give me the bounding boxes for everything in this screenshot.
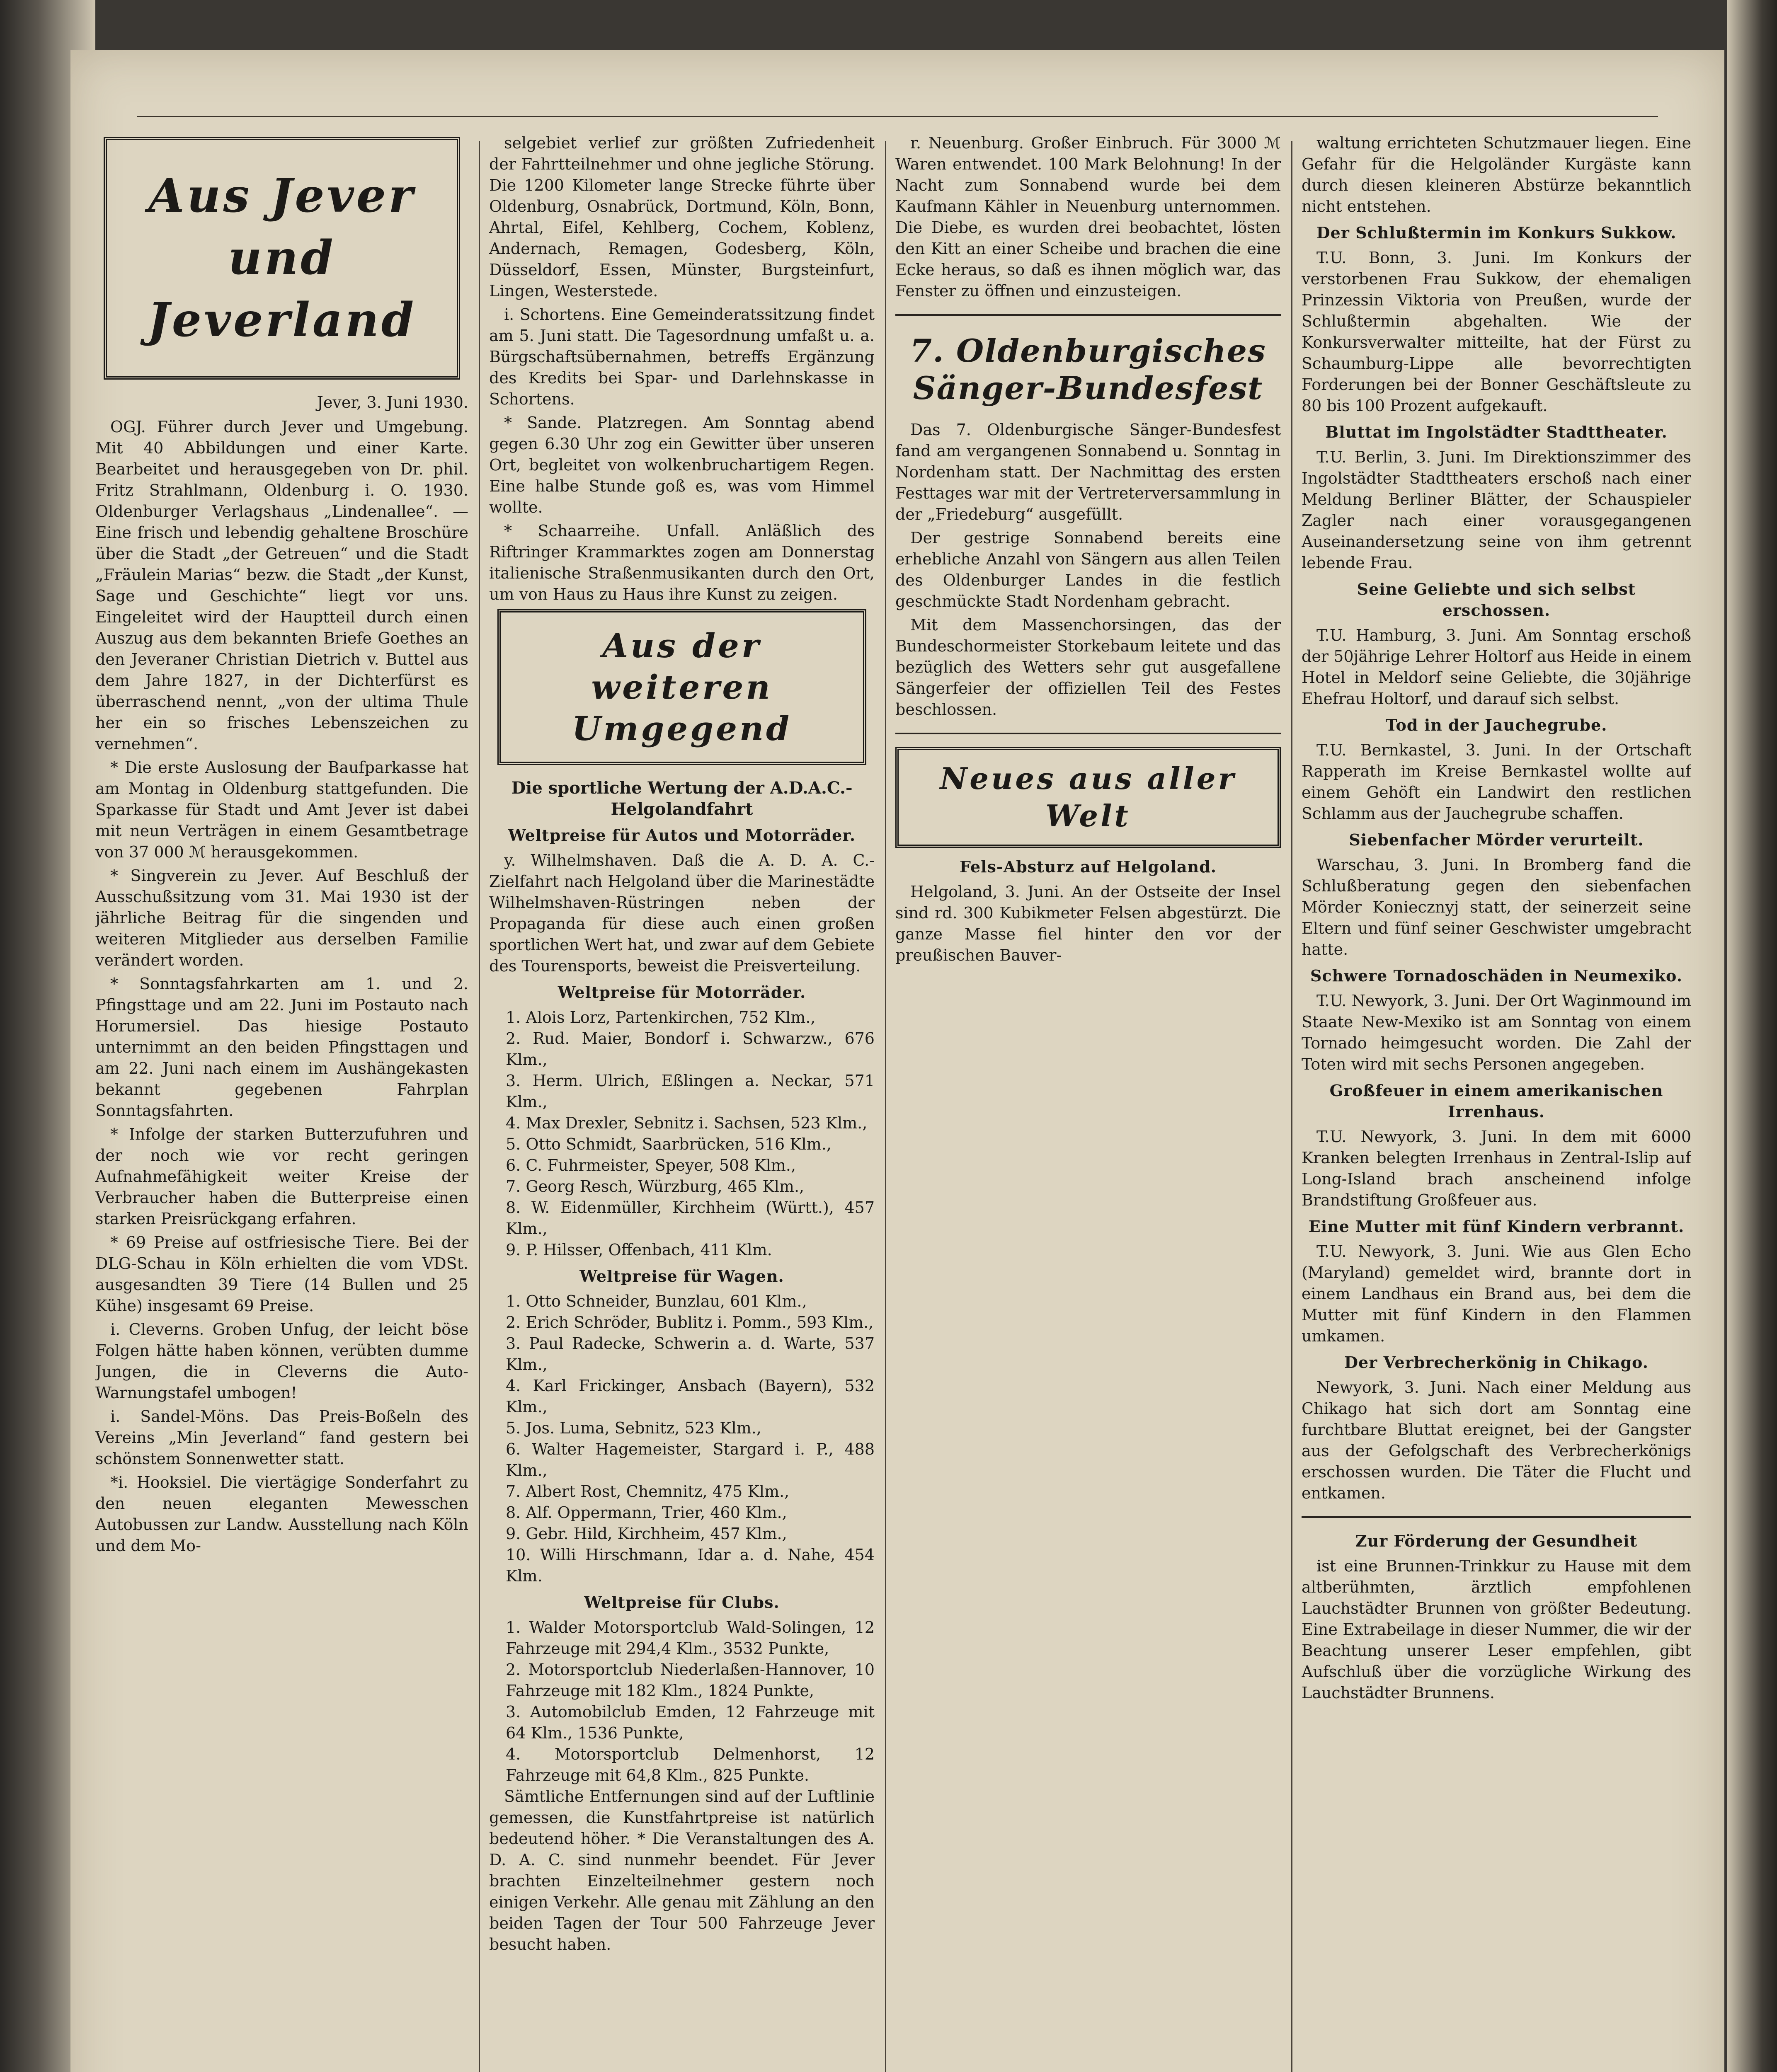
- news-body: T.U. Berlin, 3. Juni. Im Direktionszimmer des Ingolstädter Stadttheaters erschoß nach einer Meldung Berliner Blätter, der Schauspieler Zagler nach einer vorausgegangenen Auseinandersetzung seine von ihm getrennt lebende Frau.: [1302, 448, 1691, 572]
- news-body: Newyork, 3. Juni. Nach einer Meldung aus Chikago hat sich dort am Sonntag eine furchtbare Bluttat ereignet, bei der Gangster aus der Gefolgschaft des Verbrecherkönigs erschossen wurden. Die Täter die Flucht und entkamen.: [1302, 1378, 1691, 1502]
- article: i. Sandel-Möns. Das Preis-Boßeln des Vereins „Min Jeverland“ fand gestern bei schönstem Sonnenwetter statt.: [95, 1407, 468, 1468]
- car-list: [489, 1291, 875, 1587]
- list-item: 4. Max Drexler, Sebnitz i. Sachsen, 523 Klm.,: [506, 1114, 868, 1132]
- news-head: Zur Förderung der Gesundheit: [1355, 1532, 1638, 1550]
- car-head: Weltpreise für Wagen.: [579, 1267, 784, 1285]
- list-item: 2. Rud. Maier, Bondorf i. Schwarzw., 676 Klm.,: [506, 1029, 875, 1069]
- world-sub: Fels-Absturz auf Helgoland.: [960, 857, 1217, 876]
- article: * Infolge der starken Butterzufuhren und der noch wie vor recht geringen Aufnahmefähigkeit weiter Kreise der Verbraucher haben die Butterpreise einen starken Preisrückgang erfahren.: [95, 1125, 468, 1228]
- article: y. Wilhelmshaven. Daß die A. D. A. C.-Zielfahrt nach Helgoland über die Marinestädte Wilhelmshaven-Rüstringen neben der Propaganda für diese auch einen großen sportlichen Wert hat, und zwar auf dem Gebiete des Tourensports, beweist die Preisverteilung.: [489, 851, 875, 975]
- section-title-box: [104, 137, 460, 380]
- article: * Die erste Auslosung der Baufparkasse hat am Montag in Oldenburg stattgefunden. Die Sparkasse für Stadt und Amt Jever ist dabei mit neun Verträgen in einem Gesamtbetrage von 37 000 ℳ herausgekommen.: [95, 758, 468, 861]
- news-body: T.U. Bonn, 3. Juni. Im Konkurs der verstorbenen Frau Sukkow, der ehemaligen Prinzessin Viktoria von Preußen, wurde der Schlußtermin abgehalten. Wie der Konkursverwalter mitteilte, hat der Fürst zu Schaumburg-Lippe alle bevorrechtigten Forderungen bei der Bonner Geschäftsleute zu 80 bis 100 Prozent aufgekauft.: [1302, 249, 1691, 415]
- article: * Sonntagsfahrkarten am 1. und 2. Pfingsttage und am 22. Juni im Postauto nach Horumersiel. Das hiesige Postauto unternimmt an den beiden Pfingsttagen und am 22. Juni nach einem im Aushängekasten bekannt gegebenen Fahrplan Sonntagsfahrten.: [95, 975, 468, 1120]
- list-item: 7. Albert Rost, Chemnitz, 475 Klm.,: [506, 1482, 790, 1501]
- column-rule: [1291, 141, 1292, 2072]
- column-rule: [479, 141, 480, 2072]
- article: * Singverein zu Jever. Auf Beschluß der Ausschußsitzung vom 31. Mai 1930 ist der jährliche Beitrag für die singenden und weiteren Mitglieder aus derselben Familie verändert worden.: [95, 867, 468, 969]
- club-list: [489, 1617, 875, 1786]
- world-head-box: [895, 747, 1281, 848]
- article: OGJ. Führer durch Jever und Umgebung. Mit 40 Abbildungen und einer Karte. Bearbeitet und herausgegeben von Dr. phil. Fritz Strahlmann, Oldenburg i. O. 1930. Oldenburger Verlagshaus „Lindenallee“. — Eine frisch und lebendig gehaltene Broschüre über die Stadt „der Getreuen“ und die Stadt „Fräulein Marias“ bezw. die Stadt „der Kunst, Sage und Geschichte“ liegt vor uns. Eingeleitet wird der Hauptteil durch einen Auszug aus dem bekannten Briefe Goethes an den Jeveraner Christian Dietrich v. Buttel aus dem Jahre 1827, in der Dichterfürst es überraschend nennt, „von der ultima Thule her ein so frisches Lebenszeichen zu vernehmen“.: [95, 418, 468, 753]
- divider: [895, 733, 1281, 734]
- news-head: Tod in der Jauchegrube.: [1385, 716, 1607, 734]
- list-item: 2. Erich Schröder, Bublitz i. Pomm., 593 Klm.,: [506, 1313, 874, 1331]
- article: *i. Hooksiel. Die viertägige Sonderfahrt zu den neuen eleganten Mewesschen Autobussen zur Landw. Ausstellung nach Köln und dem Mo-: [95, 1473, 468, 1555]
- article: * 69 Preise auf ostfriesische Tiere. Bei der DLG-Schau in Köln erhielten die vom VDSt. ausgesandten 39 Tiere (14 Bullen und 25 Kühe) insgesamt 69 Preise.: [95, 1233, 468, 1315]
- article: r. Neuenburg. Großer Einbruch. Für 3000 ℳ Waren entwendet. 100 Mark Belohnung! In der Nacht zum Sonnabend wurde bei dem Kaufmann Kähler in Neuenburg unternommen. Die Diebe, es wurden drei beobachtet, lösten den Kitt an einer Scheibe und brachen die eine Ecke heraus, so daß es ihnen möglich war, das Fenster zu öffnen und einzusteigen.: [895, 134, 1281, 300]
- header-rule: [137, 116, 1658, 117]
- news-body: ist eine Brunnen-Trinkkur zu Hause mit dem altberühmten, ärztlich empfohlenen Lauchstädter Brunnen von größter Bedeutung. Eine Extrabeilage in dieser Nummer, die wir der Beachtung unserer Leser empfehlen, gibt Aufschluß über die vorzügliche Wirkung des Lauchstädter Brunnens.: [1302, 1557, 1691, 1702]
- article: Das 7. Oldenburgische Sänger-Bundesfest fand am vergangenen Sonnabend u. Sonntag in Nordenham statt. Der Nachmittag des ersten Festtages war mit der Vertreterversammlung in der „Friedeburg“ ausgefüllt.: [895, 421, 1281, 523]
- article: * Sande. Platzregen. Am Sonntag abend gegen 6.30 Uhr zog ein Gewitter über unseren Ort, begleitet von wolkenbruchartigem Regen. Eine halbe Stunde goß es, was vom Himmel wollte.: [489, 414, 875, 516]
- divider: [1302, 1516, 1691, 1518]
- list-item: 5. Jos. Luma, Sebnitz, 523 Klm.,: [506, 1419, 761, 1437]
- news-body: Warschau, 3. Juni. In Bromberg fand die Schlußberatung gegen den siebenfachen Mörder Koniecznyj statt, der seinerzeit seine Eltern und fünf seiner Geschwister umgebracht hatte.: [1302, 856, 1691, 959]
- news-head: Großfeuer in einem amerikanischen Irrenhaus.: [1329, 1081, 1663, 1121]
- article: Der gestrige Sonnabend bereits eine erhebliche Anzahl von Sängern aus allen Teilen des Oldenburger Landes in die festlich geschmückte Stadt Nordenham gebracht.: [895, 529, 1281, 610]
- column-4: [1302, 133, 1691, 2072]
- newspaper-page: [70, 50, 1724, 2072]
- article: Helgoland, 3. Juni. An der Ostseite der Insel sind rd. 300 Kubikmeter Felsen abgestürzt. Die ganze Masse fiel hinter den vor der preußischen Bauver-: [895, 883, 1281, 964]
- column-1: [95, 133, 468, 2072]
- list-item: 9. Gebr. Hild, Kirchheim, 457 Klm.,: [506, 1525, 787, 1543]
- news-head: Siebenfacher Mörder verurteilt.: [1349, 830, 1644, 849]
- article: i. Schortens. Eine Gemeinderatssitzung findet am 5. Juni statt. Die Tagesordnung umfaßt u. a. Bürgschaftsübernahmen, betreffs Ergänzung des Kredits bei Spar- und Darlehnskasse in Schortens.: [489, 305, 875, 408]
- list-item: 8. Alf. Oppermann, Trier, 460 Klm.,: [506, 1503, 787, 1522]
- section-head: Aus der weiteren Umgegend: [572, 626, 792, 748]
- section-head: 7. Oldenburgisches Sänger-Bundesfest: [910, 332, 1266, 407]
- list-item: 6. C. Fuhrmeister, Speyer, 508 Klm.,: [506, 1156, 796, 1174]
- world-head: Neues aus aller Welt: [940, 761, 1236, 833]
- list-item: 3. Paul Radecke, Schwerin a. d. Warte, 537 Klm.,: [506, 1334, 875, 1374]
- column-rule: [885, 141, 886, 2072]
- list-item: 3. Automobilclub Emden, 12 Fahrzeuge mit 64 Klm., 1536 Punkte,: [506, 1703, 875, 1742]
- news-body: T.U. Newyork, 3. Juni. Der Ort Waginmound im Staate New-Mexiko ist am Sonntag von einem Tornado heimgesucht worden. Die Zahl der Toten wird mit sechs Personen angegeben.: [1302, 992, 1691, 1073]
- list-item: 9. P. Hilsser, Offenbach, 411 Klm.: [506, 1241, 772, 1259]
- column-3: [895, 133, 1281, 2072]
- news-body: T.U. Bernkastel, 3. Juni. In der Ortschaft Rapperath im Kreise Bernkastel wollte auf einem Gehöft ein Landwirt den restlichen Schlamm aus der Jauchegrube schaffen.: [1302, 741, 1691, 823]
- article: Sämtliche Entfernungen sind auf der Luftlinie gemessen, die Kunstfahrtpreise ist natürlich bedeutend höher. * Die Veranstaltungen des A. D. A. C. sind nunmehr beendet. Für Jever brachten Einzelteilnehmer gestern noch einigen Verkehr. Alle genau mit Zählung an den beiden Tagen der Tour 500 Fahrzeuge Jever besucht haben.: [489, 1787, 875, 1953]
- news-head: Seine Geliebte und sich selbst erschossen.: [1357, 580, 1636, 620]
- list-item: 1. Alois Lorz, Partenkirchen, 752 Klm.,: [506, 1008, 816, 1026]
- column-2: [489, 133, 875, 2072]
- news-body: T.U. Newyork, 3. Juni. In dem mit 6000 Kranken belegten Irrenhaus in Zentral-Islip auf Long-Island brach anscheinend infolge Brandstiftung Großfeuer aus.: [1302, 1128, 1691, 1209]
- section-title-line1: Aus Jever: [148, 169, 415, 223]
- list-item: 7. Georg Resch, Würzburg, 465 Klm.,: [506, 1177, 805, 1196]
- list-item: 2. Motorsportclub Niederlaßen-Hannover, 10 Fahrzeuge mit 182 Klm., 1824 Punkte,: [506, 1661, 875, 1700]
- list-item: 10. Willi Hirschmann, Idar a. d. Nahe, 454 Klm.: [506, 1546, 875, 1585]
- list-item: 3. Herm. Ulrich, Eßlingen a. Neckar, 571 Klm.,: [506, 1072, 875, 1111]
- news-head: Der Verbrecherkönig in Chikago.: [1344, 1353, 1649, 1372]
- divider: [895, 314, 1281, 316]
- section-title-box: [497, 609, 866, 765]
- list-item: 4. Motorsportclub Delmenhorst, 12 Fahrzeuge mit 64,8 Klm., 825 Punkte.: [506, 1745, 875, 1784]
- news-head: Schwere Tornadoschäden in Neumexiko.: [1310, 966, 1682, 985]
- article: i. Cleverns. Groben Unfug, der leicht böse Folgen hätte haben können, verübten dumme Jungen, die in Cleverns die Auto-Warnungstafel umbogen!: [95, 1320, 468, 1402]
- list-item: 6. Walter Hagemeister, Stargard i. P., 488 Klm.,: [506, 1440, 875, 1479]
- article: * Schaarreihe. Unfall. Anläßlich des Riftringer Krammarktes zogen am Donnerstag italienische Straßenmusikanten durch den Ort, um von Haus zu Haus ihre Kunst zu zeigen.: [489, 522, 875, 603]
- dateline: Jever, 3. Juni 1930.: [317, 393, 468, 411]
- sub-head: Die sportliche Wertung der A.D.A.C.-Helgolandfahrt: [511, 778, 853, 819]
- list-item: 1. Otto Schneider, Bunzlau, 601 Klm.,: [506, 1292, 807, 1310]
- moto-list: [489, 1007, 875, 1261]
- article: Mit dem Massenchorsingen, das der Bundeschormeister Storkebaum leitete und das bezüglich des Wetters sehr gut ausgefallene Sängerfeier der offiziellen Teil des Festes beschlossen.: [895, 616, 1281, 719]
- section-title-line2: und Jeverland: [147, 231, 417, 347]
- scan-right-edge: [1727, 0, 1777, 2072]
- news-head: Eine Mutter mit fünf Kindern verbrannt.: [1308, 1217, 1685, 1236]
- list-item: 4. Karl Frickinger, Ansbach (Bayern), 532 Klm.,: [506, 1377, 875, 1416]
- article: waltung errichteten Schutzmauer liegen. Eine Gefahr für die Helgoländer Kurgäste kann durch diesen kleineren Abstürze bekanntlich nicht entstehen.: [1302, 134, 1691, 215]
- news-head: Der Schlußtermin im Konkurs Sukkow.: [1316, 223, 1677, 242]
- list-item: 1. Walder Motorsportclub Wald-Solingen, 12 Fahrzeuge mit 294,4 Klm., 3532 Punkte,: [506, 1618, 875, 1658]
- article: selgebiet verlief zur größten Zufriedenheit der Fahrtteilnehmer und ohne jegliche Störung. Die 1200 Kilometer lange Strecke führte über Oldenburg, Osnabrück, Dortmund, Köln, Bonn, Ahrtal, Eifel, Kehlberg, Cochem, Koblenz, Andernach, Remagen, Godesberg, Köln, Düsseldorf, Essen, Münster, Burgsteinfurt, Lingen, Westerstede.: [489, 134, 875, 300]
- list-item: 8. W. Eidenmüller, Kirchheim (Württ.), 457 Klm.,: [506, 1198, 875, 1238]
- news-body: T.U. Hamburg, 3. Juni. Am Sonntag erschoß der 50jährige Lehrer Holtorf aus Heide in einem Hotel in Meldorf seine Geliebte, die 30jährige Ehefrau Holtorf, und darauf sich selbst.: [1302, 626, 1691, 708]
- sub-sub-head: Weltpreise für Autos und Motorräder.: [508, 826, 856, 845]
- club-head: Weltpreise für Clubs.: [584, 1593, 780, 1612]
- news-head: Bluttat im Ingolstädter Stadttheater.: [1325, 423, 1668, 441]
- news-body: T.U. Newyork, 3. Juni. Wie aus Glen Echo (Maryland) gemeldet wird, brannte dort in einem Landhaus ein Brand aus, bei dem die Mutter mit fünf Kindern in den Flammen umkamen.: [1302, 1242, 1691, 1345]
- moto-head: Weltpreise für Motorräder.: [558, 983, 806, 1002]
- list-item: 5. Otto Schmidt, Saarbrücken, 516 Klm.,: [506, 1135, 832, 1153]
